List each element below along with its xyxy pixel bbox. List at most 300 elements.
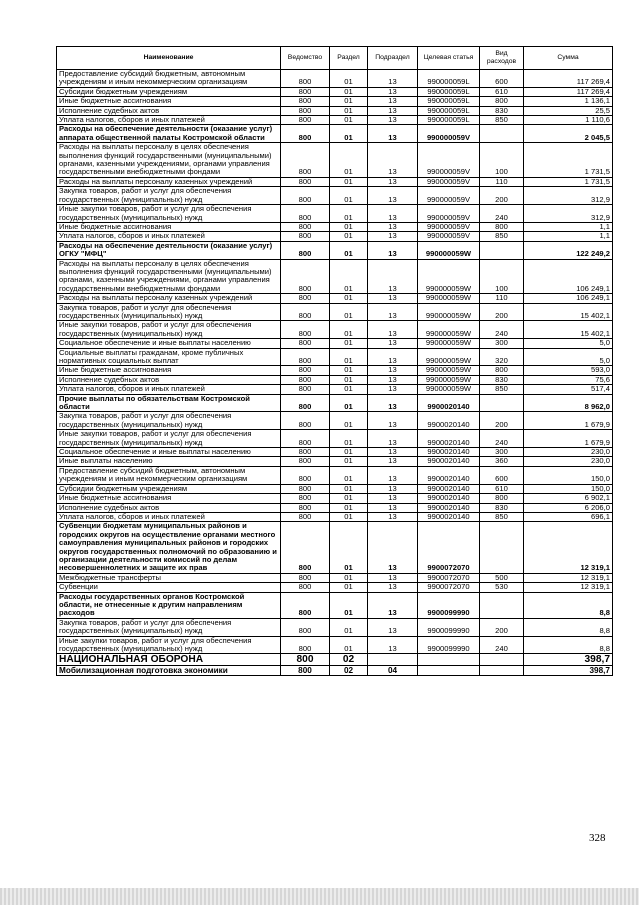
row-vid: 300 [480,339,524,348]
row-ved: 800 [281,222,330,231]
row-statya: 990000059W [418,303,480,321]
row-razdel: 01 [330,294,368,303]
row-summa: 517,4 [524,385,613,394]
row-name: Иные выплаты населению [57,457,281,466]
row-name: Расходы на выплаты персоналу в целях обеспечения выполнения функций государственными (муниципальными) органами, казенными учреждениями, органами управления государственными внебюджетными фондами [57,143,281,178]
row-summa: 1 731,5 [524,177,613,186]
row-podrazdel: 13 [368,294,418,303]
row-summa: 5,0 [524,348,613,366]
row-vid [480,654,524,666]
row-name: Иные закупки товаров, работ и услуг для обеспечения государственных (муниципальных) нужд [57,205,281,223]
row-razdel: 01 [330,116,368,125]
row-summa: 6 902,1 [524,494,613,503]
row-vid: 240 [480,205,524,223]
row-ved: 800 [281,457,330,466]
row-name: Закупка товаров, работ и услуг для обеспечения государственных (муниципальных) нужд [57,618,281,636]
row-summa: 2 045,5 [524,125,613,143]
row-vid: 610 [480,484,524,493]
row-ved: 800 [281,177,330,186]
row-statya: 9900020140 [418,503,480,512]
row-razdel: 01 [330,366,368,375]
table-row [57,466,613,484]
row-statya: 9900020140 [418,512,480,521]
row-summa: 312,9 [524,205,613,223]
table-row [57,222,613,231]
row-statya: 990000059L [418,106,480,115]
row-razdel: 01 [330,106,368,115]
row-vid [480,666,524,676]
table-row [57,666,613,676]
row-statya: 9900020140 [418,448,480,457]
row-razdel: 02 [330,654,368,666]
row-razdel: 01 [330,466,368,484]
row-vid [480,522,524,573]
table-row [57,116,613,125]
table-row [57,512,613,521]
row-vid: 830 [480,375,524,384]
row-ved: 800 [281,205,330,223]
row-summa: 5,0 [524,339,613,348]
row-vid: 830 [480,106,524,115]
row-name: Иные бюджетные ассигнования [57,366,281,375]
row-podrazdel: 13 [368,348,418,366]
row-razdel: 01 [330,394,368,412]
row-vid: 100 [480,143,524,178]
table-row [57,70,613,88]
row-podrazdel: 13 [368,618,418,636]
table-row [57,241,613,259]
row-razdel: 01 [330,348,368,366]
row-vid: 200 [480,303,524,321]
table-row [57,106,613,115]
row-summa: 117 269,4 [524,87,613,96]
table-row [57,583,613,592]
row-summa: 1 679,9 [524,430,613,448]
row-podrazdel: 13 [368,512,418,521]
scan-footer-strip [0,888,639,905]
row-podrazdel: 13 [368,87,418,96]
row-vid [480,592,524,618]
row-podrazdel: 13 [368,232,418,241]
row-vid: 850 [480,512,524,521]
row-name: Межбюджетные трансферты [57,573,281,582]
table-row [57,385,613,394]
row-podrazdel: 13 [368,321,418,339]
row-ved: 800 [281,303,330,321]
row-ved: 800 [281,412,330,430]
row-vid: 200 [480,618,524,636]
row-vid: 600 [480,70,524,88]
row-ved: 800 [281,503,330,512]
row-summa: 1 110,6 [524,116,613,125]
table-row [57,125,613,143]
table-row [57,457,613,466]
row-ved: 800 [281,143,330,178]
row-podrazdel: 13 [368,583,418,592]
row-statya: 990000059L [418,116,480,125]
row-podrazdel: 13 [368,303,418,321]
budget-page [56,46,612,676]
row-razdel: 01 [330,457,368,466]
row-name: Иные бюджетные ассигнования [57,97,281,106]
row-name: Социальное обеспечение и иные выплаты населению [57,448,281,457]
row-podrazdel: 13 [368,259,418,294]
row-statya: 9900099990 [418,618,480,636]
row-ved: 800 [281,636,330,654]
row-statya [418,666,480,676]
row-podrazdel: 13 [368,375,418,384]
row-statya: 990000059W [418,294,480,303]
row-summa: 6 206,0 [524,503,613,512]
row-ved: 800 [281,125,330,143]
table-row [57,232,613,241]
row-razdel: 01 [330,205,368,223]
table-row [57,259,613,294]
table-row [57,636,613,654]
row-vid: 850 [480,232,524,241]
table-row [57,375,613,384]
row-razdel: 01 [330,241,368,259]
row-summa: 106 249,1 [524,259,613,294]
row-ved: 800 [281,321,330,339]
table-row [57,503,613,512]
row-summa: 230,0 [524,457,613,466]
row-statya: 990000059L [418,97,480,106]
row-summa: 8,8 [524,636,613,654]
row-summa: 15 402,1 [524,303,613,321]
row-podrazdel: 13 [368,394,418,412]
row-podrazdel: 13 [368,241,418,259]
row-vid: 800 [480,366,524,375]
row-statya: 9900020140 [418,394,480,412]
row-ved: 800 [281,294,330,303]
row-razdel: 01 [330,636,368,654]
row-razdel: 01 [330,177,368,186]
row-name: Субсидии бюджетным учреждениям [57,484,281,493]
row-statya: 9900020140 [418,412,480,430]
row-name: Иные закупки товаров, работ и услуг для обеспечения государственных (муниципальных) нужд [57,321,281,339]
row-statya: 990000059W [418,348,480,366]
row-ved: 800 [281,448,330,457]
row-razdel: 01 [330,303,368,321]
row-summa: 1 679,9 [524,412,613,430]
row-podrazdel: 13 [368,70,418,88]
row-vid: 110 [480,294,524,303]
row-razdel: 01 [330,448,368,457]
row-ved: 800 [281,375,330,384]
table-row [57,177,613,186]
row-razdel: 02 [330,666,368,676]
row-razdel: 01 [330,484,368,493]
row-ved: 800 [281,187,330,205]
row-statya [418,654,480,666]
row-podrazdel: 13 [368,385,418,394]
row-statya: 9900020140 [418,457,480,466]
row-razdel: 01 [330,187,368,205]
row-ved: 800 [281,512,330,521]
row-summa: 106 249,1 [524,294,613,303]
row-vid: 200 [480,412,524,430]
table-row [57,618,613,636]
row-ved: 800 [281,666,330,676]
row-vid: 530 [480,583,524,592]
row-razdel: 01 [330,412,368,430]
page-number: 328 [589,832,606,844]
row-ved: 800 [281,87,330,96]
row-podrazdel: 13 [368,339,418,348]
row-name: Расходы на выплаты персоналу казенных учреждений [57,177,281,186]
row-summa: 1,1 [524,222,613,231]
row-statya: 990000059W [418,385,480,394]
row-statya: 9900072070 [418,573,480,582]
row-ved: 800 [281,106,330,115]
row-vid: 850 [480,116,524,125]
row-statya: 9900072070 [418,583,480,592]
row-razdel: 01 [330,503,368,512]
row-ved: 800 [281,366,330,375]
row-razdel: 01 [330,375,368,384]
row-name: Расходы на обеспечение деятельности (оказание услуг) аппарата общественной палаты Костромской области [57,125,281,143]
row-statya: 9900020140 [418,466,480,484]
row-vid: 110 [480,177,524,186]
table-row [57,430,613,448]
row-name: Исполнение судебных актов [57,503,281,512]
row-summa: 1,1 [524,232,613,241]
row-razdel: 01 [330,522,368,573]
row-name: Иные бюджетные ассигнования [57,494,281,503]
row-name: Исполнение судебных актов [57,375,281,384]
row-summa: 696,1 [524,512,613,521]
row-podrazdel: 13 [368,205,418,223]
row-statya: 990000059V [418,177,480,186]
row-vid: 800 [480,222,524,231]
row-razdel: 01 [330,125,368,143]
row-vid: 850 [480,385,524,394]
row-podrazdel: 13 [368,412,418,430]
row-razdel: 01 [330,494,368,503]
row-statya: 9900099990 [418,636,480,654]
row-vid: 300 [480,448,524,457]
row-summa: 8,8 [524,592,613,618]
row-podrazdel [368,654,418,666]
row-razdel: 01 [330,222,368,231]
row-summa: 12 319,1 [524,583,613,592]
row-summa: 122 249,2 [524,241,613,259]
row-podrazdel: 13 [368,522,418,573]
header-vid: Вид расходов [480,47,524,70]
budget-table [56,46,613,676]
row-summa: 75,6 [524,375,613,384]
table-row [57,592,613,618]
row-statya: 990000059V [418,232,480,241]
table-row [57,494,613,503]
row-summa: 8,8 [524,618,613,636]
row-summa: 117 269,4 [524,70,613,88]
header-name: Наименование [57,47,281,70]
row-statya: 990000059W [418,259,480,294]
row-ved: 800 [281,339,330,348]
table-row [57,205,613,223]
table-row [57,448,613,457]
row-summa: 150,0 [524,484,613,493]
row-vid [480,394,524,412]
table-row [57,87,613,96]
row-podrazdel: 13 [368,97,418,106]
row-razdel: 01 [330,232,368,241]
row-name: Иные закупки товаров, работ и услуг для обеспечения государственных (муниципальных) нужд [57,636,281,654]
row-statya: 990000059L [418,87,480,96]
row-podrazdel: 13 [368,573,418,582]
row-statya: 990000059V [418,125,480,143]
row-name: Субсидии бюджетным учреждениям [57,87,281,96]
row-statya: 9900020140 [418,430,480,448]
row-name: Социальное обеспечение и иные выплаты населению [57,339,281,348]
row-ved: 800 [281,654,330,666]
row-summa: 12 319,1 [524,522,613,573]
row-name: Расходы государственных органов Костромской области, не отнесенные к другим направлениям расходов [57,592,281,618]
row-summa: 398,7 [524,654,613,666]
row-summa: 1 136,1 [524,97,613,106]
table-row [57,303,613,321]
row-ved: 800 [281,592,330,618]
row-summa: 312,9 [524,187,613,205]
row-ved: 800 [281,70,330,88]
row-summa: 8 962,0 [524,394,613,412]
row-razdel: 01 [330,430,368,448]
row-vid [480,241,524,259]
row-name: Уплата налогов, сборов и иных платежей [57,385,281,394]
row-name: Субвенции бюджетам муниципальных районов и городских округов на осуществление органами местного самоуправления муниципальных районов и городских округов государственных полномочий по образованию и организации деятельности комиссий по делам несовершеннолетних и защите их прав [57,522,281,573]
row-vid: 360 [480,457,524,466]
row-ved: 800 [281,259,330,294]
row-razdel: 01 [330,618,368,636]
row-statya: 990000059W [418,375,480,384]
row-vid: 800 [480,97,524,106]
row-name: Иные закупки товаров, работ и услуг для обеспечения государственных (муниципальных) нужд [57,430,281,448]
row-razdel: 01 [330,573,368,582]
row-razdel: 01 [330,259,368,294]
row-vid: 600 [480,466,524,484]
row-vid: 100 [480,259,524,294]
table-row [57,187,613,205]
header-ved: Ведомство [281,47,330,70]
row-ved: 800 [281,232,330,241]
row-summa: 15 402,1 [524,321,613,339]
row-name: Мобилизационная подготовка экономики [57,666,281,676]
row-statya: 9900020140 [418,494,480,503]
row-name: Предоставление субсидий бюджетным, автономным учреждениям и иным некоммерческим организациям [57,70,281,88]
row-statya: 990000059W [418,366,480,375]
header-podrazdel: Подраздел [368,47,418,70]
row-vid: 240 [480,430,524,448]
row-name: Исполнение судебных актов [57,106,281,115]
row-podrazdel: 13 [368,484,418,493]
row-ved: 800 [281,430,330,448]
row-razdel: 01 [330,97,368,106]
table-row [57,394,613,412]
row-vid: 320 [480,348,524,366]
row-razdel: 01 [330,512,368,521]
table-row [57,348,613,366]
row-podrazdel: 04 [368,666,418,676]
table-row [57,573,613,582]
row-name: Уплата налогов, сборов и иных платежей [57,232,281,241]
row-statya: 990000059V [418,222,480,231]
table-row [57,339,613,348]
table-row [57,654,613,666]
row-podrazdel: 13 [368,116,418,125]
table-row [57,412,613,430]
header-statya: Целевая статья [418,47,480,70]
row-podrazdel: 13 [368,177,418,186]
row-ved: 800 [281,116,330,125]
row-name: Закупка товаров, работ и услуг для обеспечения государственных (муниципальных) нужд [57,303,281,321]
row-statya: 9900099990 [418,592,480,618]
row-vid: 830 [480,503,524,512]
row-ved: 800 [281,348,330,366]
row-razdel: 01 [330,339,368,348]
row-razdel: 01 [330,321,368,339]
row-razdel: 01 [330,583,368,592]
row-summa: 150,0 [524,466,613,484]
row-razdel: 01 [330,385,368,394]
row-name: Уплата налогов, сборов и иных платежей [57,116,281,125]
table-row [57,321,613,339]
row-podrazdel: 13 [368,106,418,115]
table-row [57,522,613,573]
row-ved: 800 [281,466,330,484]
row-ved: 800 [281,583,330,592]
row-statya: 990000059L [418,70,480,88]
row-podrazdel: 13 [368,143,418,178]
row-statya: 990000059W [418,241,480,259]
row-razdel: 01 [330,143,368,178]
row-podrazdel: 13 [368,636,418,654]
row-statya: 990000059V [418,187,480,205]
row-razdel: 01 [330,592,368,618]
row-statya: 990000059W [418,321,480,339]
row-statya: 9900020140 [418,484,480,493]
header-summa: Сумма [524,47,613,70]
row-summa: 12 319,1 [524,573,613,582]
row-summa: 230,0 [524,448,613,457]
row-name: Расходы на выплаты персоналу казенных учреждений [57,294,281,303]
row-vid: 200 [480,187,524,205]
row-podrazdel: 13 [368,503,418,512]
row-name: Прочие выплаты по обязательствам Костромской области [57,394,281,412]
row-vid [480,125,524,143]
table-header-row [57,47,613,70]
row-name: Субвенции [57,583,281,592]
row-name: Социальные выплаты гражданам, кроме публичных нормативных социальных выплат [57,348,281,366]
row-podrazdel: 13 [368,448,418,457]
row-statya: 990000059V [418,205,480,223]
row-podrazdel: 13 [368,457,418,466]
row-vid: 500 [480,573,524,582]
row-vid: 240 [480,636,524,654]
row-summa: 593,0 [524,366,613,375]
row-name: Уплата налогов, сборов и иных платежей [57,512,281,521]
row-ved: 800 [281,573,330,582]
row-ved: 800 [281,385,330,394]
row-podrazdel: 13 [368,494,418,503]
row-summa: 25,5 [524,106,613,115]
row-statya: 9900072070 [418,522,480,573]
row-name: Иные бюджетные ассигнования [57,222,281,231]
row-podrazdel: 13 [368,366,418,375]
table-row [57,294,613,303]
row-ved: 800 [281,97,330,106]
